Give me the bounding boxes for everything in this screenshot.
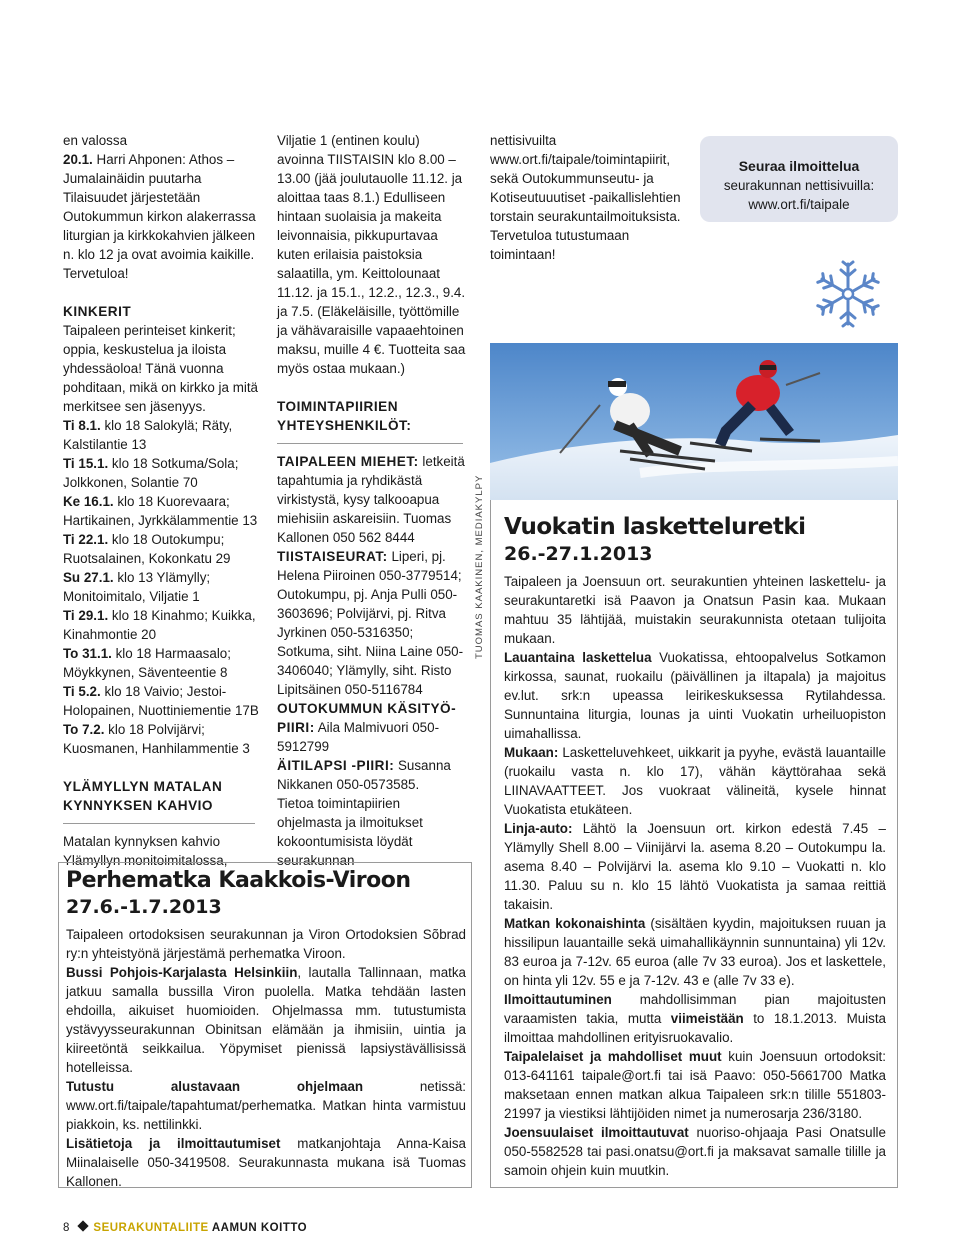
ylamylly-text: Matalan kynnyksen kahvio Ylämyllyn monitoimitalossa, — [63, 834, 228, 868]
ylamylly-heading: YLÄMYLLYN MATALAN KYNNYKSEN KAHVIO — [63, 779, 223, 813]
kinkerit-text: Taipaleen perinteiset kinkerit; oppia, keskustelua ja iloista yhdessäoloa! Tänä vuonna pohditaan, mikä on kirkko ja mitä merkitsee sen jäsenyys. — [63, 323, 259, 414]
col3-text: nettisivuilta www.ort.fi/taipale/toimintapiirit, sekä Outokummunseutu- ja Kotiseutuuutiset -paikallislehtien torstain seurakuntailmoituksista. Tervetuloa tutustumaan toimintaan! — [490, 133, 681, 262]
perhematka-info: Lisätietoja ja ilmoittautumiset matkanjohtaja Anna-Kaisa Miinalaiselle 050-3419508. Seurakunnasta mukana isä Tuomas Kallonen. — [66, 1136, 466, 1189]
perhematka-title: Perhematka Kaakkois-Viroon — [66, 868, 411, 893]
schedule-day: Ke 16.1. — [63, 494, 114, 509]
column-2 — [277, 131, 467, 870]
page-number: 8 — [63, 1222, 70, 1234]
perhematka-bus: Bussi Pohjois-Karjalasta Helsinkiin, lautalla Tallinnaan, matka jatkuu samalla bussilla Viron puolella. Matka tehdään lasten ehdoilla, aikuiset huomioiden. Ohjelmassa mm. tutustumista ystävyysseurakunnan Obinitsan elämään ja ihmisiin, uintia ja kiireetöntä seikkailua. Yöpymiset pienissä lapsiystävällisissä hotelleissa. — [66, 965, 466, 1075]
schedule-day: Ti 22.1. — [63, 532, 109, 547]
follow-url[interactable]: www.ort.fi/taipale — [748, 197, 850, 212]
schedule-day: To 31.1. — [63, 646, 112, 661]
kinkerit-schedule — [63, 416, 263, 758]
schedule-item — [63, 720, 263, 758]
divider — [63, 823, 255, 824]
kasityo-contact: OUTOKUMMUN KÄSITYÖ-PIIRI: Aila Malmivuori 050-5912799 — [277, 701, 457, 754]
perhematka-intro: Taipaleen ortodoksisen seurakunnan ja Viron Ortodoksien Sõbrad ry:n yhteistyönä järjestämä perhematka Viroon. — [66, 927, 466, 961]
vuokatti-title: Vuokatin lasketteluretki — [504, 514, 806, 540]
intro-event: 20.1. Harri Ahponen: Athos – Jumalainäidin puutarha — [63, 152, 235, 186]
schedule-text: klo 18 Sotkuma/Sola; Jolkkonen, Solantie 70 — [63, 456, 239, 490]
perhematka-article — [66, 867, 466, 1191]
schedule-text: klo 18 Kinahmo; Kuikka, Kinahmontie 20 — [63, 608, 256, 642]
perhematka-date: 27.6.-1.7.2013 — [66, 896, 222, 918]
vuokatti-price: Matkan kokonaishinta (sisältäen kyydin, majoituksen ruuan ja hissilipun lauantaille sekä uimahallikäynnin sunnuntaina) yli 12v. 83 euroa ja 7-12v. 65 euroa (alle 7v 33 euroa). Jos et laskettele, on hinta yli 12v. 55 e ja 7-12v. 43 e (alle 7v 33 e). — [504, 916, 886, 988]
vuokatti-bus: Linja-auto: Lähtö la Joensuun ort. kirkon edestä 7.45 – Ylämylly Shell 8.00 – Viinijärvi la. asema 8.20 – Outokumpu la. asema 8.40 – Polvijärvi la. asema klo 9.10 – Vuokatti n. klo 11.30. Paluu su n. klo 15 lähtö Vuokatista ja samaa reittiä takaisin. — [504, 821, 886, 912]
vuokatti-registration: Ilmoittautuminen mahdollisimman pian majoitusten varaamisten takia, mutta viimeistään to 18.1.2013. Muista ilmoittaa mahdollinen erityisruokavalio. — [504, 992, 887, 1045]
schedule-text: klo 18 Kuorevaara; Hartikainen, Jyrkkälammentie 13 — [63, 494, 258, 528]
tietoa-text: Tietoa toimintapiirien ohjelmasta ja ilmoitukset kokoontumisista löydät seurakunnan — [277, 796, 423, 868]
footer-paper: AAMUN KOITTO — [211, 1222, 308, 1234]
vuokatti-date: 26.-27.1.2013 — [504, 543, 653, 565]
intro-line: en valossa — [63, 133, 128, 148]
snowflake-icon — [812, 258, 884, 330]
kinkerit-heading: KINKERIT — [63, 304, 132, 319]
divider — [277, 443, 463, 444]
vuokatti-mukaan: Mukaan: Lasketteluvehkeet, uikkarit ja pyyhe, evästä lauantaille (ruokailu vasta n. klo 17), vähän käyttörahaa sekä LIINAVAATTEET. Jos vuokraat välineitä, kysele hinnat Vuokatista etukäteen. — [504, 745, 886, 817]
aitilapsi-contact: ÄITILAPSI -PIIRI: Susanna Nikkanen 050-0573585. — [277, 758, 451, 792]
schedule-day: Ti 15.1. — [63, 456, 109, 471]
schedule-text: klo 18 Salokylä; Räty, Kalstilantie 13 — [63, 418, 233, 452]
schedule-item — [63, 492, 263, 530]
schedule-day: Ti 8.1. — [63, 418, 101, 433]
page-footer — [63, 1220, 307, 1236]
vuokatti-taipale-contact: Taipalelaiset ja mahdolliset muut kuin Joensuun ortodoksit: 013-641161 taipale@ort.fi tai isä Paavo: 050-5661700 Matka maksetaan ennen matkan alkua Taipaleen srk:n tilille 551803-21997 ja viestiksi lähtijöiden nimet ja numerosarja 236/3180. — [504, 1049, 886, 1121]
vuokatti-article — [504, 512, 886, 1180]
diamond-icon — [78, 1220, 89, 1231]
schedule-text: klo 13 Ylämylly; Monitoimitalo, Viljatie 1 — [63, 570, 211, 604]
schedule-text: klo 18 Harmaasalo; Möykkynen, Säventeentie 8 — [63, 646, 231, 680]
toimintapiirit-heading: TOIMINTAPIIRIEN YHTEYSHENKILÖT: — [277, 399, 412, 433]
schedule-item — [63, 530, 263, 568]
footer-section: SEURAKUNTALIITE — [93, 1222, 209, 1234]
follow-title: Seuraa ilmoittelua — [738, 158, 860, 174]
schedule-item — [63, 568, 263, 606]
skiers-photo — [490, 343, 898, 500]
schedule-day: Ti 5.2. — [63, 684, 101, 699]
column-3 — [490, 131, 685, 264]
perhematka-program: Tutustu alustavaan ohjelmaan netissä: www.ort.fi/taipale/tapahtumat/perhematka. Matkan hinta varmistuu piakkoin, ks. nettilinkki. — [66, 1079, 466, 1132]
schedule-day: Su 27.1. — [63, 570, 114, 585]
follow-line: seurakunnan nettisivuilla: — [723, 178, 875, 193]
schedule-item — [63, 682, 263, 720]
schedule-item — [63, 606, 263, 644]
follow-notice-box — [700, 136, 898, 222]
schedule-text: klo 18 Outokumpu; Ruotsalainen, Kokonkatu 29 — [63, 532, 231, 566]
intro-text: Tilaisuudet järjestetään Outokummun kirkon alakerrassa liturgian ja kirkkokahvien jälkeen n. klo 12 ja ovat avoimia kaikille. Tervetuloa! — [63, 190, 256, 281]
kahvio-text: Viljatie 1 (entinen koulu) avoinna TIISTAISIN klo 8.00 – 13.00 (jää joulutauolle 11.12. ja aloittaa taas 8.1.) Edulliseen hintaan suolaisia ja makeita leivonnaisia, pikkupurtavaa kuten erilaisia paistoksia salaatilla, ym. Keittolounaat 11.12. ja 15.1., 12.2., 12.3., 9.4. ja 7.5. (Eläkeläisille, työttömille ja vähävaraisille vapaaehtoinen maksu, muille 4 €. Tuotteita saa myös ostaa mukaan.) — [277, 133, 466, 376]
schedule-text: klo 18 Vaivio; Jestoi-Holopainen, Nuottiniementie 17B — [63, 684, 259, 718]
photo-credit: TUOMAS KAAKINEN, MEDIAKYLPY — [474, 474, 485, 659]
schedule-item — [63, 416, 263, 454]
miehet-contact: TAIPALEEN MIEHET: letkeitä tapahtumia ja ryhdikästä virkistystä, kysy talkooapua miehisiin askareisiin. Tuomas Kallonen 050 562 8444 — [277, 454, 465, 545]
schedule-day: To 7.2. — [63, 722, 105, 737]
column-1 — [63, 131, 263, 870]
schedule-day: Ti 29.1. — [63, 608, 109, 623]
schedule-item — [63, 454, 263, 492]
schedule-item — [63, 644, 263, 682]
vuokatti-joensuu-contact: Joensuulaiset ilmoittautuvat nuoriso-ohjaaja Pasi Onatsulle 050-5582528 tai pasi.onatsu@ort.fi ja maksavat samalle tilille ja samoin ohjein kuin muutkin. — [504, 1125, 886, 1178]
tiistaiseurat-contact: TIISTAISEURAT: Liperi, pj. Helena Piiroinen 050-3779514; Outokumpu, pj. Anja Pulli 050-3603696; Polvijärvi, pj. Ritva Jyrkinen 050-5316350; Sotkuma, siht. Niina Laine 050-3406040; Ylämylly, siht. Risto Lipitsäinen 050-5116784 — [277, 549, 464, 697]
vuokatti-intro: Taipaleen ja Joensuun ort. seurakuntien yhteinen laskettelu- ja seurakuntaretki isä Paavon ja Onatsun Pasin kaa. Mukaan mahtuu 35 lähtijää, muistakin seurakunnista otetaan tulijoita mukaan. — [504, 574, 886, 646]
schedule-text: klo 18 Polvijärvi; Kuosmanen, Hanhilammentie 3 — [63, 722, 250, 756]
vuokatti-saturday: Lauantaina laskettelua Vuokatissa, ehtoopalvelus Sotkamon kirkossa, saunat, ruokailu (päivällinen ja iltapala) ja majoitus ev.lut. srk:n upeassa leirikeskuksessa Rytilahdessa. Sunnuntaina liturgia, lounas ja uinti Vuokatin urheiluopiston uimahallissa. — [504, 650, 886, 741]
